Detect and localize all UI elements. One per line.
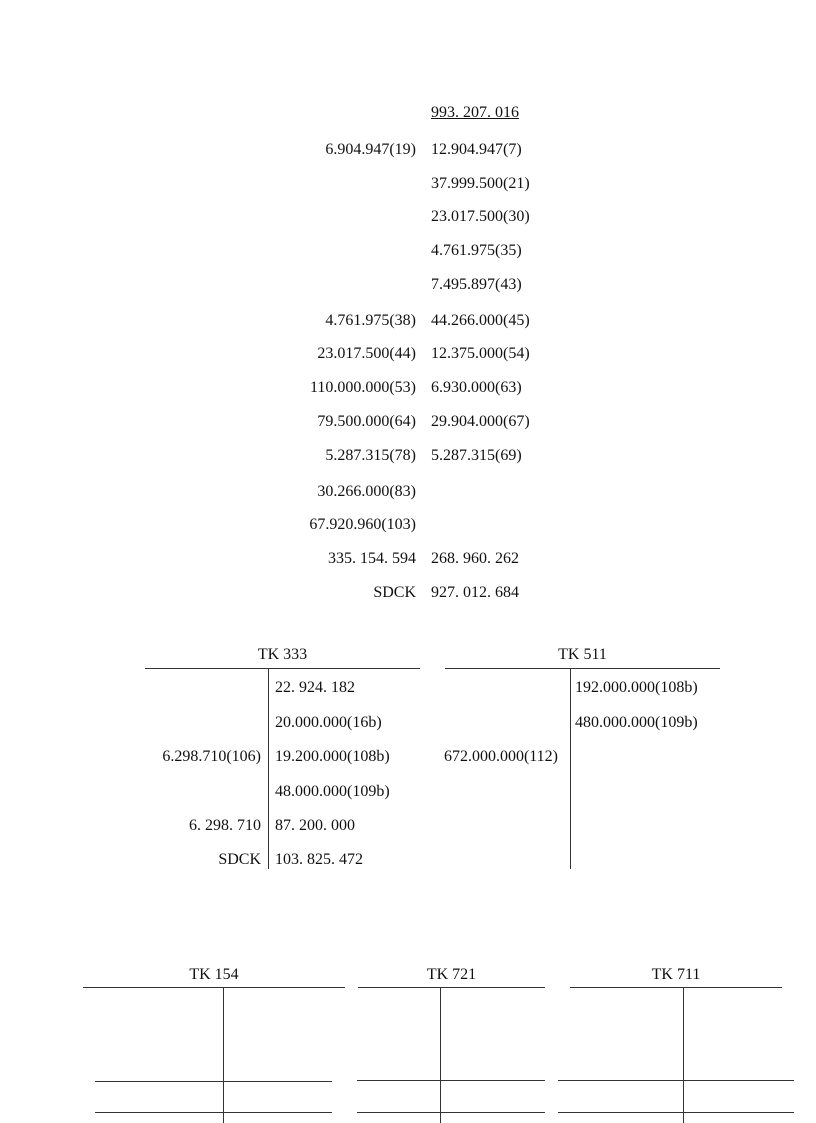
ledger-entry: 67.920.960(103) xyxy=(309,516,416,533)
account-header-line xyxy=(358,987,545,988)
ledger-entry: 6.904.947(19) xyxy=(325,141,416,158)
top-account-opening-balance: 993. 207. 016 xyxy=(431,104,519,121)
credit-total: 87. 200. 000 xyxy=(275,817,355,834)
account-balance-line xyxy=(357,1112,545,1113)
account-title: TK 154 xyxy=(189,966,239,983)
credit-total: 268. 960. 262 xyxy=(431,550,519,567)
ledger-entry: 30.266.000(83) xyxy=(317,483,416,500)
ledger-entry: 19.200.000(108b) xyxy=(275,748,390,765)
ledger-entry: 6.930.000(63) xyxy=(431,379,522,396)
ledger-entry: 20.000.000(16b) xyxy=(275,714,382,731)
account-title: TK 333 xyxy=(257,646,308,663)
ledger-entry: 48.000.000(109b) xyxy=(275,783,390,800)
account-total-line xyxy=(357,1080,545,1081)
debit-total: 335. 154. 594 xyxy=(328,550,416,567)
ledger-entry: 44.266.000(45) xyxy=(431,312,530,329)
ledger-entry: 192.000.000(108b) xyxy=(575,679,698,696)
account-title: TK 711 xyxy=(651,966,701,983)
account-header-line xyxy=(83,987,345,988)
ledger-entry: 12.904.947(7) xyxy=(431,141,522,158)
ledger-entry: 23.017.500(44) xyxy=(317,345,416,362)
account-divider xyxy=(223,988,224,1123)
account-title: TK 511 xyxy=(558,646,607,663)
ledger-entry: 110.000.000(53) xyxy=(309,379,416,396)
account-header-line xyxy=(445,668,720,669)
account-total-line xyxy=(558,1080,794,1081)
account-divider xyxy=(683,988,684,1123)
account-balance-line xyxy=(95,1112,332,1113)
ledger-entry: 7.495.897(43) xyxy=(431,276,522,293)
ledger-entry: 5.287.315(78) xyxy=(325,447,416,464)
ledger-entry: 29.904.000(67) xyxy=(431,413,530,430)
ledger-entry: 672.000.000(112) xyxy=(443,748,558,765)
account-header-line xyxy=(145,668,420,669)
ledger-entry: 37.999.500(21) xyxy=(431,175,530,192)
account-header-line xyxy=(570,987,782,988)
ledger-entry: 23.017.500(30) xyxy=(431,208,530,225)
account-title: TK 721 xyxy=(426,966,477,983)
account-balance-line xyxy=(558,1112,794,1113)
ledger-entry: 4.761.975(38) xyxy=(325,312,416,329)
ledger-entry: 22. 924. 182 xyxy=(275,679,355,696)
account-divider xyxy=(268,669,269,869)
account-total-line xyxy=(95,1081,332,1082)
debit-total: 6. 298. 710 xyxy=(189,817,261,834)
closing-balance-value: 927. 012. 684 xyxy=(431,584,519,601)
ledger-entry: 480.000.000(109b) xyxy=(575,714,698,731)
ledger-entry: 4.761.975(35) xyxy=(431,242,522,259)
account-divider xyxy=(570,669,571,869)
ledger-entry: 12.375.000(54) xyxy=(431,345,530,362)
account-divider xyxy=(440,988,441,1123)
closing-balance-value: 103. 825. 472 xyxy=(275,851,363,868)
closing-balance-label: SDCK xyxy=(218,851,261,868)
ledger-entry: 79.500.000(64) xyxy=(317,413,416,430)
ledger-entry: 6.298.710(106) xyxy=(162,748,261,765)
closing-balance-label: SDCK xyxy=(373,584,416,601)
ledger-entry: 5.287.315(69) xyxy=(431,447,522,464)
